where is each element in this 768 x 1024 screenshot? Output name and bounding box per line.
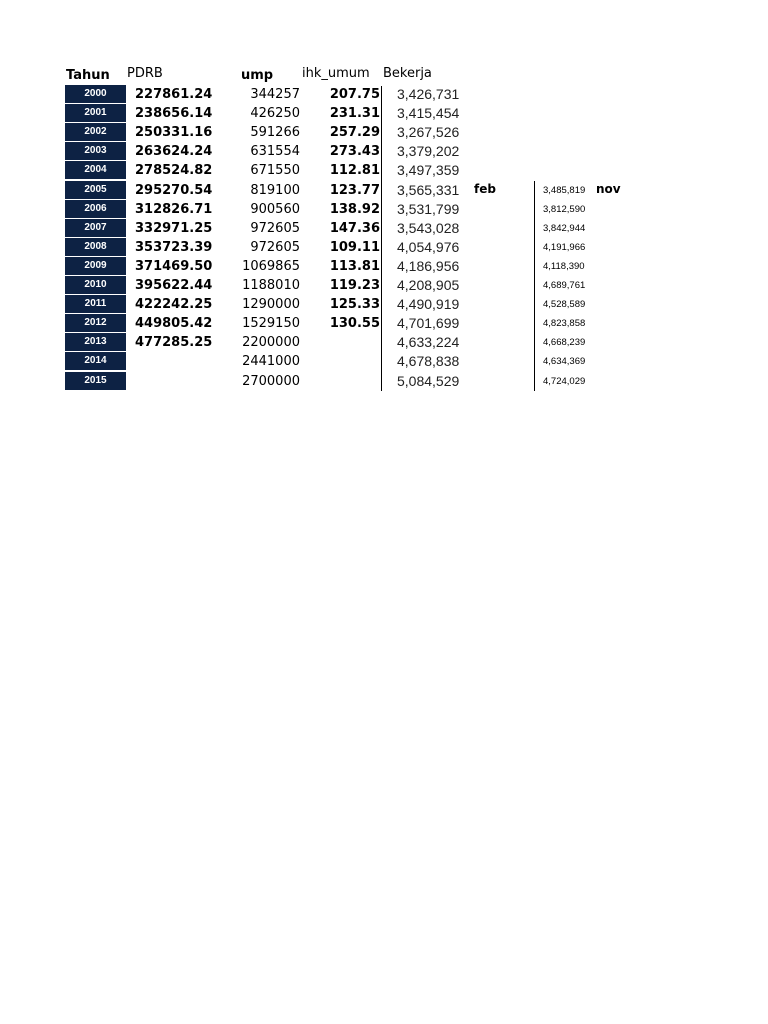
pdrb-cell: 332971.25 — [135, 220, 213, 236]
ump-cell: 426250 — [250, 106, 300, 122]
ump-cell: 671550 — [250, 163, 300, 179]
bekerja-cell: 3,565,331 — [397, 181, 460, 198]
ihk-cell: 109.11 — [329, 239, 380, 255]
bekerja-cell: 3,426,731 — [397, 86, 460, 102]
year-cell: 2009 — [65, 257, 126, 275]
column-divider-nov — [534, 181, 535, 391]
ump-cell: 972605 — [250, 220, 300, 236]
nov-cell: 4,823,858 — [543, 318, 586, 330]
ump-cell: 972605 — [250, 239, 300, 255]
table-row — [0, 295, 768, 314]
bekerja-cell: 3,497,359 — [397, 162, 460, 179]
header-tahun: Tahun — [66, 68, 110, 83]
header-pdrb: PDRB — [127, 66, 163, 81]
bekerja-cell: 3,531,799 — [397, 200, 460, 217]
year-cell: 2006 — [65, 200, 126, 218]
table-row — [0, 181, 768, 200]
ump-cell: 819100 — [250, 182, 300, 198]
year-cell: 2015 — [65, 372, 126, 390]
ump-cell: 1290000 — [242, 297, 300, 313]
ump-cell: 2200000 — [242, 335, 300, 351]
nov-cell: 4,118,390 — [543, 260, 585, 272]
header-ump: ump — [241, 68, 274, 83]
year-cell: 2014 — [65, 352, 126, 370]
ump-cell: 2700000 — [242, 373, 300, 389]
ihk-cell: 147.36 — [329, 220, 380, 236]
bekerja-cell: 4,678,838 — [397, 353, 460, 370]
table-row — [0, 333, 768, 352]
pdrb-cell: 278524.82 — [135, 163, 213, 179]
table-row — [0, 161, 768, 180]
ihk-cell: 138.92 — [329, 201, 380, 217]
bekerja-cell: 4,490,919 — [397, 296, 460, 313]
table-row — [0, 372, 768, 391]
header-bekerja: Bekerja — [383, 66, 432, 81]
label-feb: feb — [474, 182, 496, 196]
pdrb-cell: 263624.24 — [135, 144, 213, 160]
bekerja-cell: 4,633,224 — [397, 334, 460, 351]
table-row — [0, 200, 768, 219]
year-cell: 2000 — [65, 85, 126, 103]
ump-cell: 1069865 — [242, 258, 300, 274]
ihk-cell: 125.33 — [329, 297, 380, 313]
table-row — [0, 352, 768, 371]
ump-cell: 2441000 — [242, 354, 300, 370]
table-row — [0, 85, 768, 104]
bekerja-cell: 3,415,454 — [397, 105, 460, 122]
pdrb-cell: 422242.25 — [135, 297, 213, 313]
nov-cell: 3,485,819 — [543, 184, 586, 196]
nov-cell: 4,634,369 — [543, 356, 586, 368]
table-row — [0, 219, 768, 238]
ump-cell: 900560 — [250, 201, 300, 217]
ump-cell: 591266 — [250, 125, 300, 141]
bekerja-cell: 3,543,028 — [397, 219, 460, 236]
pdrb-cell: 250331.16 — [135, 125, 213, 141]
table-row — [0, 104, 768, 123]
year-cell: 2013 — [65, 333, 126, 351]
ihk-cell: 231.31 — [329, 106, 380, 122]
nov-cell: 3,812,590 — [543, 203, 586, 215]
table-row — [0, 238, 768, 257]
pdrb-cell: 477285.25 — [135, 335, 213, 351]
table-row — [0, 257, 768, 276]
pdrb-cell: 449805.42 — [135, 316, 213, 332]
ihk-cell: 112.81 — [329, 163, 380, 179]
ihk-cell: 113.81 — [329, 258, 380, 274]
table-row — [0, 314, 768, 333]
header-ihk: ihk_umum — [302, 66, 370, 81]
year-cell: 2002 — [65, 123, 126, 141]
nov-cell: 4,191,966 — [543, 241, 586, 253]
pdrb-cell: 227861.24 — [135, 87, 213, 102]
nov-cell: 4,668,239 — [543, 337, 586, 349]
year-cell: 2008 — [65, 238, 126, 256]
year-cell: 2012 — [65, 314, 126, 332]
table-row — [0, 142, 768, 161]
label-nov: nov — [596, 182, 621, 196]
bekerja-cell: 5,084,529 — [397, 372, 460, 389]
pdrb-cell: 312826.71 — [135, 201, 213, 217]
pdrb-cell: 238656.14 — [135, 106, 213, 122]
year-cell: 2001 — [65, 104, 126, 122]
year-cell: 2010 — [65, 276, 126, 294]
ihk-cell: 119.23 — [329, 278, 380, 293]
ump-cell: 344257 — [250, 87, 300, 102]
year-cell: 2011 — [65, 295, 126, 313]
column-divider-bekerja — [381, 86, 382, 391]
ump-cell: 631554 — [250, 144, 300, 160]
ihk-cell: 130.55 — [329, 316, 380, 332]
nov-cell: 4,689,761 — [543, 280, 586, 291]
year-cell: 2003 — [65, 142, 126, 160]
nov-cell: 4,724,029 — [543, 375, 586, 387]
nov-cell: 4,528,589 — [543, 299, 586, 311]
table-row — [0, 123, 768, 142]
table-row — [0, 276, 768, 295]
ump-cell: 1529150 — [242, 316, 300, 332]
ihk-cell: 207.75 — [329, 87, 380, 102]
pdrb-cell: 295270.54 — [135, 182, 213, 198]
bekerja-cell: 4,186,956 — [397, 257, 460, 274]
bekerja-cell: 4,208,905 — [397, 277, 460, 293]
pdrb-cell: 395622.44 — [135, 278, 213, 293]
nov-cell: 3,842,944 — [543, 222, 586, 234]
year-cell: 2005 — [65, 181, 126, 199]
bekerja-cell: 3,267,526 — [397, 124, 460, 141]
ump-cell: 1188010 — [242, 278, 300, 293]
bekerja-cell: 4,701,699 — [397, 315, 460, 332]
pdrb-cell: 353723.39 — [135, 239, 213, 255]
bekerja-cell: 3,379,202 — [397, 143, 460, 160]
year-cell: 2007 — [65, 219, 126, 237]
ihk-cell: 273.43 — [329, 144, 380, 160]
ihk-cell: 123.77 — [329, 182, 380, 198]
year-cell: 2004 — [65, 161, 126, 179]
pdrb-cell: 371469.50 — [135, 258, 213, 274]
bekerja-cell: 4,054,976 — [397, 238, 460, 255]
ihk-cell: 257.29 — [329, 125, 380, 141]
